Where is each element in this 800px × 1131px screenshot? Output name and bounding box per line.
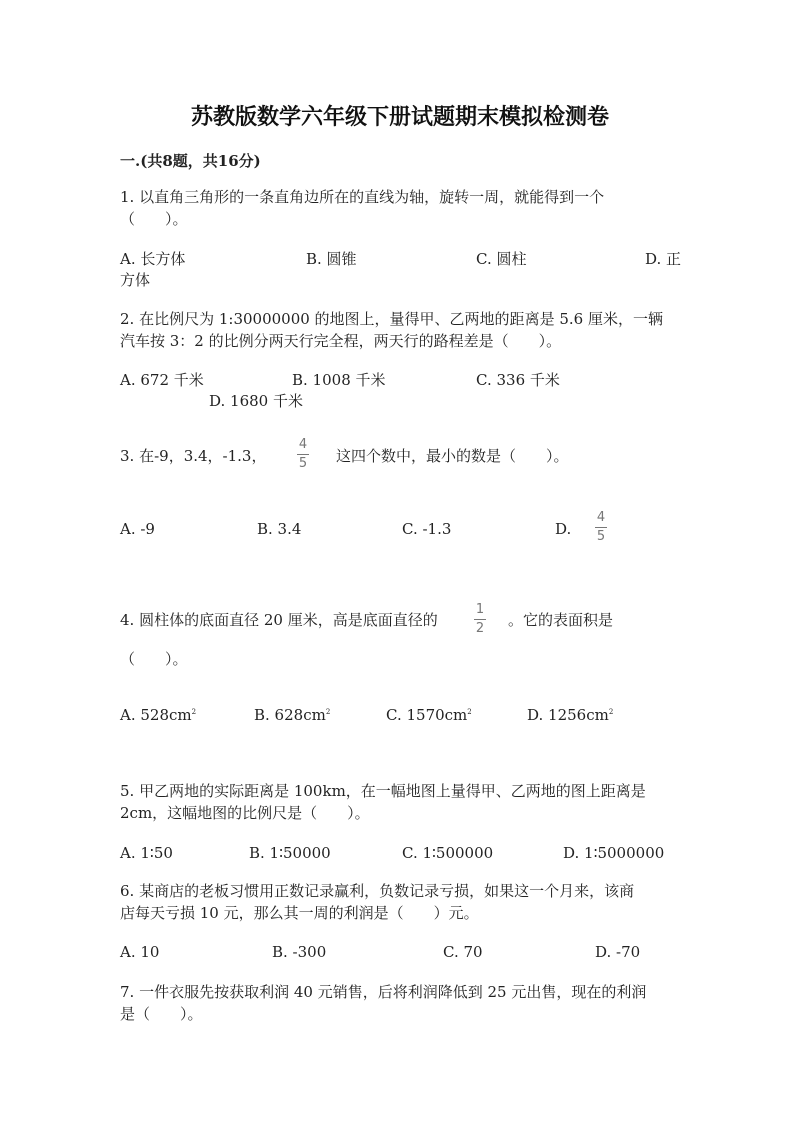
question-1-option-c: C. 圆柱: [476, 250, 527, 268]
question-7-line-1: 7. 一件衣服先按获取利润 40 元销售，后将利润降低到 25 元出售，现在的利润: [120, 983, 647, 1001]
question-3-option-a: A. -9: [120, 520, 155, 538]
question-1-option-d: D. 正: [645, 250, 682, 268]
question-4-option-d: [527, 704, 613, 726]
question-1-option-b: B. 圆锥: [306, 250, 357, 268]
question-6-option-b: B. -300: [272, 943, 327, 961]
option-text: D. 1256cm: [527, 706, 609, 724]
question-5-option-b: B. 1∶50000: [249, 844, 331, 862]
question-3-option-b: B. 3.4: [257, 520, 302, 538]
question-4-line-2: （ ）。: [120, 650, 188, 668]
fraction-numerator: 1: [475, 602, 485, 617]
question-6-option-a: A. 10: [120, 943, 160, 961]
question-3-option-d: D.: [555, 520, 572, 538]
fraction-denominator: 5: [298, 456, 308, 471]
fraction-numerator: 4: [298, 437, 308, 452]
question-1-line-1: 1. 以直角三角形的一条直角边所在的直线为轴，旋转一周，就能得到一个: [120, 188, 605, 206]
question-4-option-a: [120, 704, 196, 726]
question-5-line-1: 5. 甲乙两地的实际距离是 100km，在一幅地图上量得甲、乙两地的图上距离是: [120, 782, 646, 800]
question-1-line-2: （ ）。: [120, 210, 188, 228]
question-2-option-c: C. 336 千米: [476, 371, 560, 389]
question-5-option-c: C. 1∶500000: [402, 844, 494, 862]
section-heading: 一.(共8题，共16分): [120, 152, 261, 170]
superscript: 2: [608, 708, 614, 716]
question-6-line-1: 6. 某商店的老板习惯用正数记录赢利，负数记录亏损，如果这一个月来，该商: [120, 882, 635, 900]
question-5-option-a: A. 1∶50: [120, 844, 173, 862]
fraction-numerator: 4: [596, 510, 606, 525]
option-text: C. 1570cm: [386, 706, 468, 724]
question-6-line-2: 店每天亏损 10 元，那么其一周的利润是（ ）元。: [120, 904, 479, 922]
superscript: 2: [191, 708, 197, 716]
question-3-fraction: [297, 438, 309, 471]
question-7-line-2: 是（ ）。: [120, 1005, 203, 1023]
question-6-option-d: D. -70: [595, 943, 641, 961]
option-text: B. 628cm: [254, 706, 326, 724]
fraction-denominator: 5: [596, 529, 606, 544]
question-2-line-2: 汽车按 3：2 的比例分两天行完全程，两天行的路程差是（ ）。: [120, 332, 562, 350]
superscript: 2: [467, 708, 472, 716]
question-2-option-b: B. 1008 千米: [292, 371, 386, 389]
question-4-option-c: [386, 704, 472, 726]
fraction-bar: [474, 619, 486, 620]
question-2-option-a: A. 672 千米: [120, 371, 204, 389]
question-2-line-1: 2. 在比例尺为 1:30000000 的地图上，量得甲、乙两地的距离是 5.6 厘米，一辆: [120, 310, 663, 328]
question-4-option-b: [254, 704, 330, 726]
question-3-option-c: C. -1.3: [402, 520, 452, 538]
page-title: 苏教版数学六年级下册试题期末模拟检测卷: [190, 104, 609, 130]
question-1-option-d-wrap: 方体: [120, 271, 151, 289]
question-6-option-c: C. 70: [443, 943, 483, 961]
question-3-text-before: 3. 在-9，3.4，-1.3，: [120, 447, 267, 465]
question-4-text-before: 4. 圆柱体的底面直径 20 厘米，高是底面直径的: [120, 611, 438, 629]
fraction-denominator: 2: [475, 621, 485, 636]
question-5-line-2: 2cm，这幅地图的比例尺是（ ）。: [120, 804, 370, 822]
option-text: A. 528cm: [120, 706, 192, 724]
question-5-option-d: D. 1∶5000000: [563, 844, 665, 862]
question-1-option-a: A. 长方体: [120, 250, 186, 268]
question-4-text-after: 。它的表面积是: [508, 611, 614, 629]
fraction-bar: [297, 454, 309, 455]
question-3-text-after: 这四个数中，最小的数是（ ）。: [336, 447, 569, 465]
question-3-option-d-fraction: [595, 511, 607, 544]
question-4-fraction: [474, 603, 486, 636]
superscript: 2: [325, 708, 331, 716]
fraction-bar: [595, 527, 607, 528]
question-2-option-d: D. 1680 千米: [209, 392, 303, 410]
